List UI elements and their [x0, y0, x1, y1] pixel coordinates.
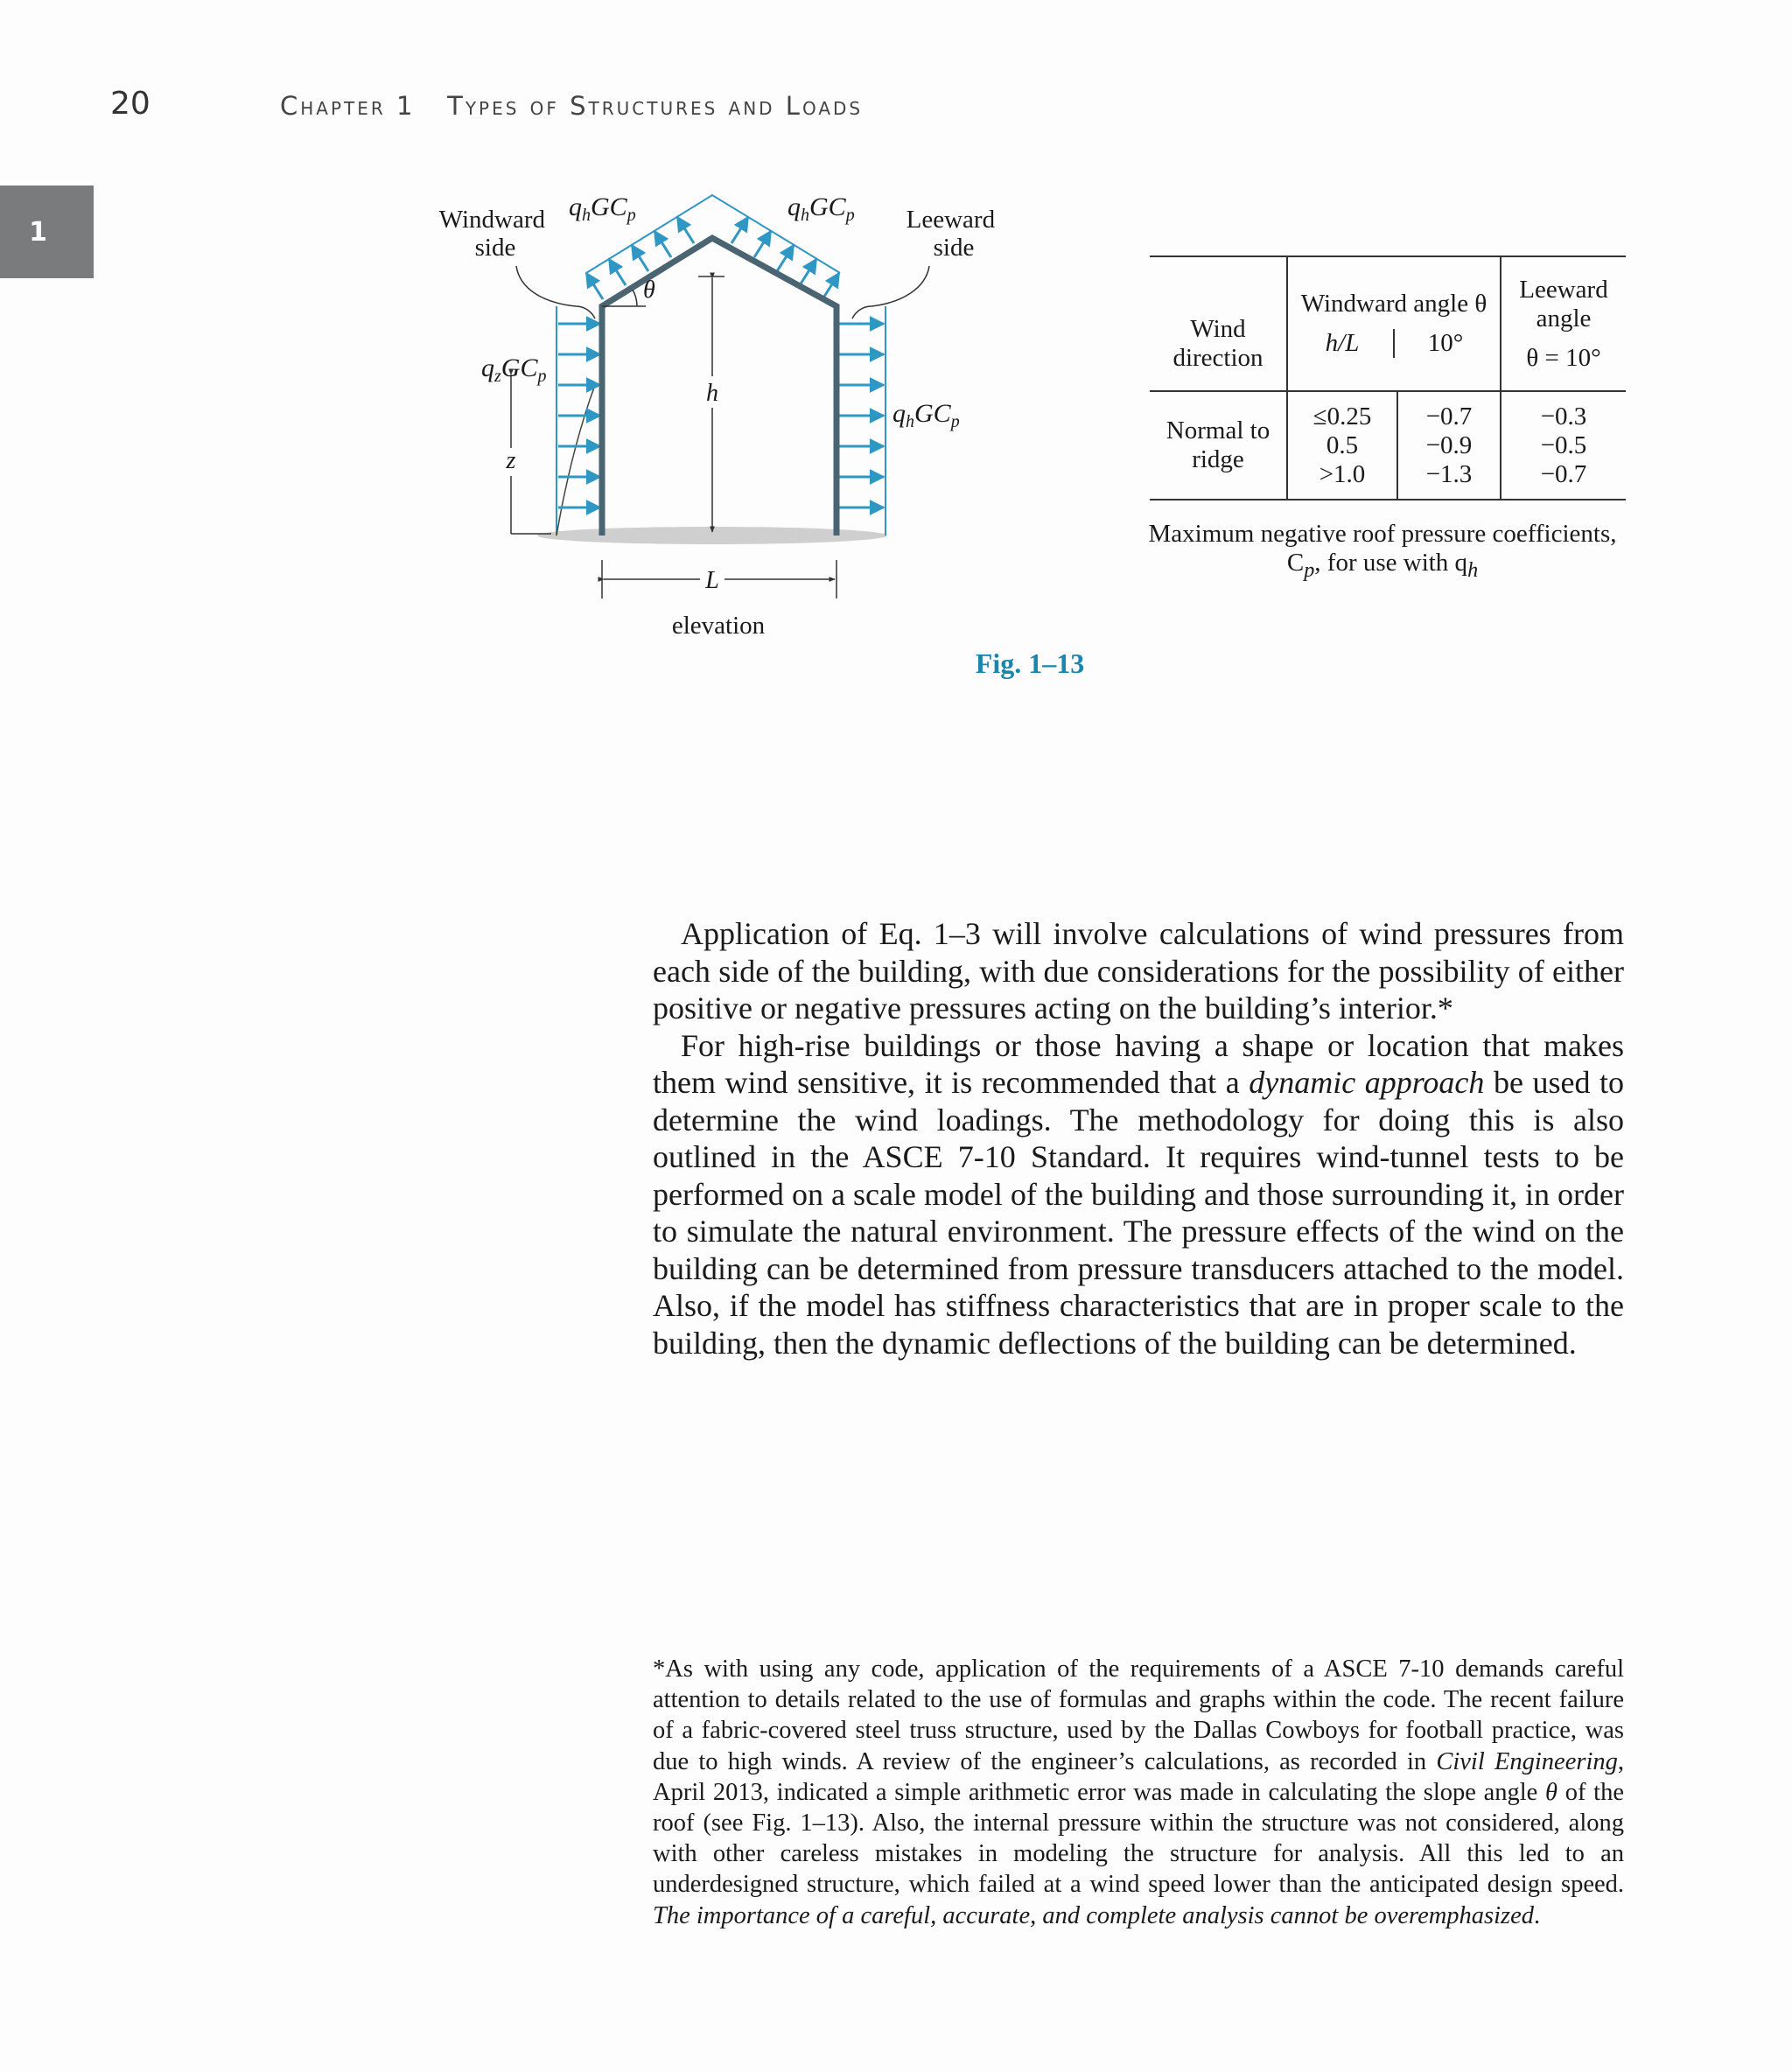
- windward-angle-header: Windward angle θ: [1300, 290, 1488, 318]
- h-over-l-value: ≤0.25: [1312, 402, 1372, 430]
- paragraph: For high-rise buildings or those having a shape or location that makes them wind sensitive, it is recommended that a dynamic approach be used to determine the wind loadings. The methodology for doing this is also outlined in the ASCE 7-10 Standard. It requires wind-tunnel tests to be performed on a scale model of the building and those surrounding it, in order to simulate the natural environment. The pressure effects of the wind on the building can be determined from pressure transducers attached to the model. Also, if the model has stiffness characteristics that are in proper scale to the building, then the dynamic deflections of the building can be determined.: [653, 1027, 1624, 1361]
- windward-10-header: 10°: [1393, 329, 1496, 358]
- windward-pressure-arrows: [558, 324, 600, 508]
- elevation-label: elevation: [671, 612, 766, 640]
- height-label: h: [706, 380, 718, 407]
- length-label: L: [705, 567, 719, 594]
- leeward-side-label: Leeward side: [906, 206, 996, 262]
- leeward-coefficient: −0.5: [1540, 430, 1587, 459]
- page-number: 20: [110, 86, 150, 122]
- pressure-coefficient-table: [1150, 256, 1626, 500]
- windward-side-label: Windward side: [438, 206, 545, 262]
- roof-angle-arc: [633, 290, 637, 306]
- h-over-l-value: >1.0: [1319, 459, 1366, 488]
- normal-to-ridge-label: Normal to ridge: [1150, 391, 1287, 500]
- roof-pressure-right-label: $q_hGC_p$: [788, 192, 855, 225]
- running-head: Chapter 1 Types of Structures and Loads: [280, 91, 864, 121]
- chapter-tab: 1: [0, 186, 94, 278]
- leeward-theta-header: θ = 10°: [1526, 343, 1601, 372]
- leeward-angle-header: Leeward angle: [1519, 275, 1608, 332]
- leeward-wall-pressure-label: $q_hGC_p$: [892, 399, 960, 431]
- table-header-row: [1150, 256, 1626, 391]
- paragraph: Application of Eq. 1–3 will involve calculations of wind pressures from each side of the building, with due considerations for the possibility of either positive or negative pressures acting on the building’s interior.*: [653, 916, 1624, 1026]
- h-over-l-header: h/L: [1325, 329, 1360, 357]
- footnote: *As with using any code, application of the requirements of a ASCE 7-10 demands careful attention to details related to the use of formulas and graphs within the code. The recent failure of a fabric-covered steel truss structure, used by the Dallas Cowboys for football practice, was due to high winds. A review of the engineer’s calculations, as recorded in Civil Engineering, April 2013, indicated a simple arithmetic error was made in calculating the slope angle θ of the roof (see Fig. 1–13). Also, the internal pressure within the structure was not considered, along with other careless mistakes in modeling the structure for analysis. All this led to an underdesigned structure, which failed at a wind speed lower than the anticipated design speed. The importance of a careful, accurate, and complete analysis cannot be overemphasized.: [653, 1656, 1624, 1929]
- roof-pressure-left-label: $q_hGC_p$: [569, 192, 636, 225]
- h-over-l-value: 0.5: [1326, 430, 1359, 459]
- building-elevation-figure: [420, 175, 1120, 648]
- windward-coefficient: −0.9: [1425, 430, 1473, 459]
- windward-wall-pressure-label: $q_zGC_p$: [481, 354, 547, 386]
- windward-profile-curve: [556, 385, 595, 536]
- roof-angle-label: θ: [643, 276, 655, 304]
- leeward-side-bracket: [852, 266, 929, 318]
- windward-coefficient: −1.3: [1425, 459, 1473, 488]
- z-label: z: [506, 447, 516, 474]
- leeward-coefficient: −0.3: [1540, 402, 1587, 430]
- table-caption: Maximum negative roof pressure coefficients, $C_p$, for use with $q_h$: [1148, 520, 1617, 582]
- wind-direction-label: Wind direction: [1172, 314, 1264, 372]
- windward-coefficient: −0.7: [1425, 402, 1473, 430]
- leeward-pressure-arrows: [836, 324, 884, 508]
- leeward-coefficient: −0.7: [1540, 459, 1587, 488]
- body-text: [653, 915, 1624, 1362]
- figure-label: Fig. 1–13: [975, 648, 1085, 679]
- table-row: [1150, 391, 1626, 500]
